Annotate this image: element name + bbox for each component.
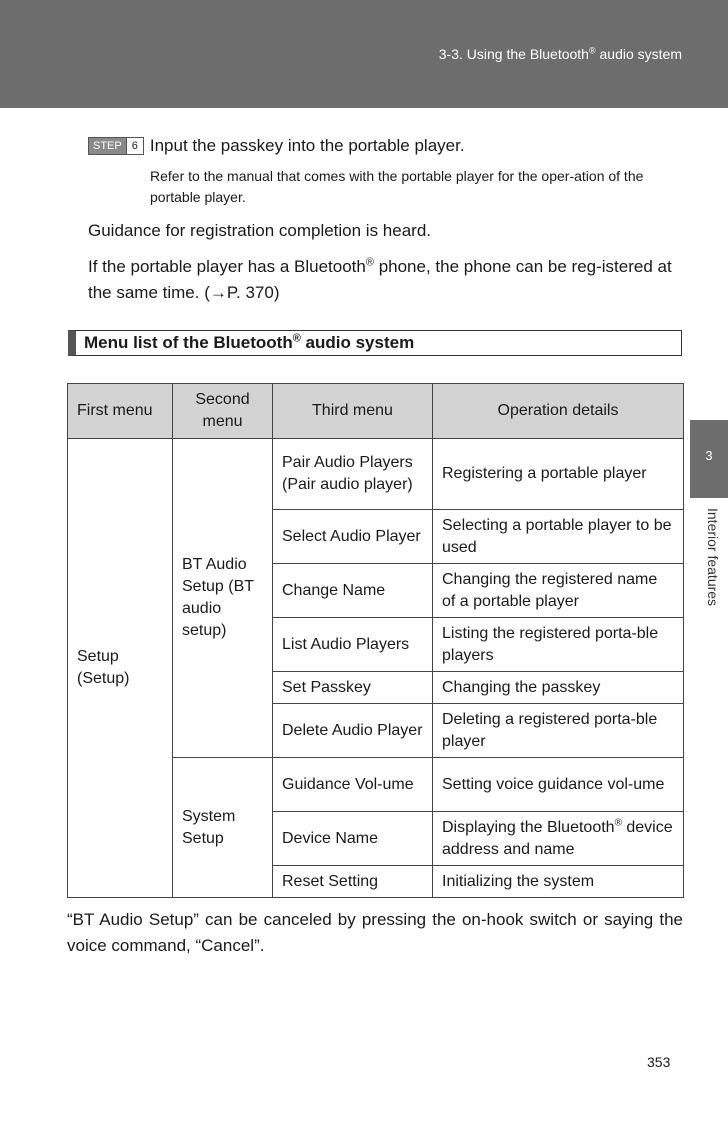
third-menu-cell: Delete Audio Player xyxy=(273,704,433,758)
section-title: Menu list of the Bluetooth® audio system xyxy=(68,330,682,356)
operation-detail-cell: Initializing the system xyxy=(433,866,684,898)
third-menu-cell: Select Audio Player xyxy=(273,510,433,564)
table-header-row xyxy=(68,384,684,439)
step-number: 6 xyxy=(126,138,143,154)
third-menu-cell: Change Name xyxy=(273,564,433,618)
header-operation-details: Operation details xyxy=(433,384,684,439)
header-third-menu: Third menu xyxy=(273,384,433,439)
second-menu-cell: BT Audio Setup (BT audio setup) xyxy=(173,439,273,758)
header-first-menu: First menu xyxy=(68,384,173,439)
step-word: STEP xyxy=(89,138,126,154)
third-menu-cell: List Audio Players xyxy=(273,618,433,672)
paragraph-guidance: Guidance for registration completion is heard. xyxy=(88,221,432,240)
third-menu-cell: Set Passkey xyxy=(273,672,433,704)
operation-detail-cell: Setting voice guidance vol-ume xyxy=(433,758,684,812)
chapter-tab-label: Interior features xyxy=(705,508,721,607)
step-note: Refer to the manual that comes with the portable player for the oper-ation of the portable player. xyxy=(150,168,644,205)
operation-detail-cell: Displaying the Bluetooth® device address and name xyxy=(433,812,684,866)
operation-detail-cell: Changing the passkey xyxy=(433,672,684,704)
section-header-title: 3-3. Using the Bluetooth® audio system xyxy=(438,45,682,62)
menu-table xyxy=(67,383,684,898)
operation-detail-cell: Selecting a portable player to be used xyxy=(433,510,684,564)
step-badge xyxy=(88,137,144,155)
footer-note: “BT Audio Setup” can be canceled by pressing the on-hook switch or saying the voice command, “Cancel”. xyxy=(67,910,683,955)
page-number: 353 xyxy=(647,1054,671,1070)
third-menu-cell: Guidance Vol-ume xyxy=(273,758,433,812)
third-menu-cell: Reset Setting xyxy=(273,866,433,898)
third-menu-cell: Pair Audio Players (Pair audio player) xyxy=(273,439,433,510)
step-instruction xyxy=(88,136,465,156)
second-menu-cell: System Setup xyxy=(173,758,273,898)
operation-detail-cell: Deleting a registered porta-ble player xyxy=(433,704,684,758)
operation-detail-cell: Registering a portable player xyxy=(433,439,684,510)
operation-detail-cell: Changing the registered name of a portable player xyxy=(433,564,684,618)
header-second-menu: Second menu xyxy=(173,384,273,439)
paragraph-phone: If the portable player has a Bluetooth® phone, the phone can be reg-istered at the same time. (→P. 370) xyxy=(88,256,672,302)
chapter-tab-number: 3 xyxy=(690,420,728,498)
table-row xyxy=(68,439,684,510)
third-menu-cell: Device Name xyxy=(273,812,433,866)
operation-detail-cell: Listing the registered porta-ble players xyxy=(433,618,684,672)
first-menu-cell: Setup (Setup) xyxy=(68,439,173,898)
step-text: Input the passkey into the portable player. xyxy=(149,136,465,155)
